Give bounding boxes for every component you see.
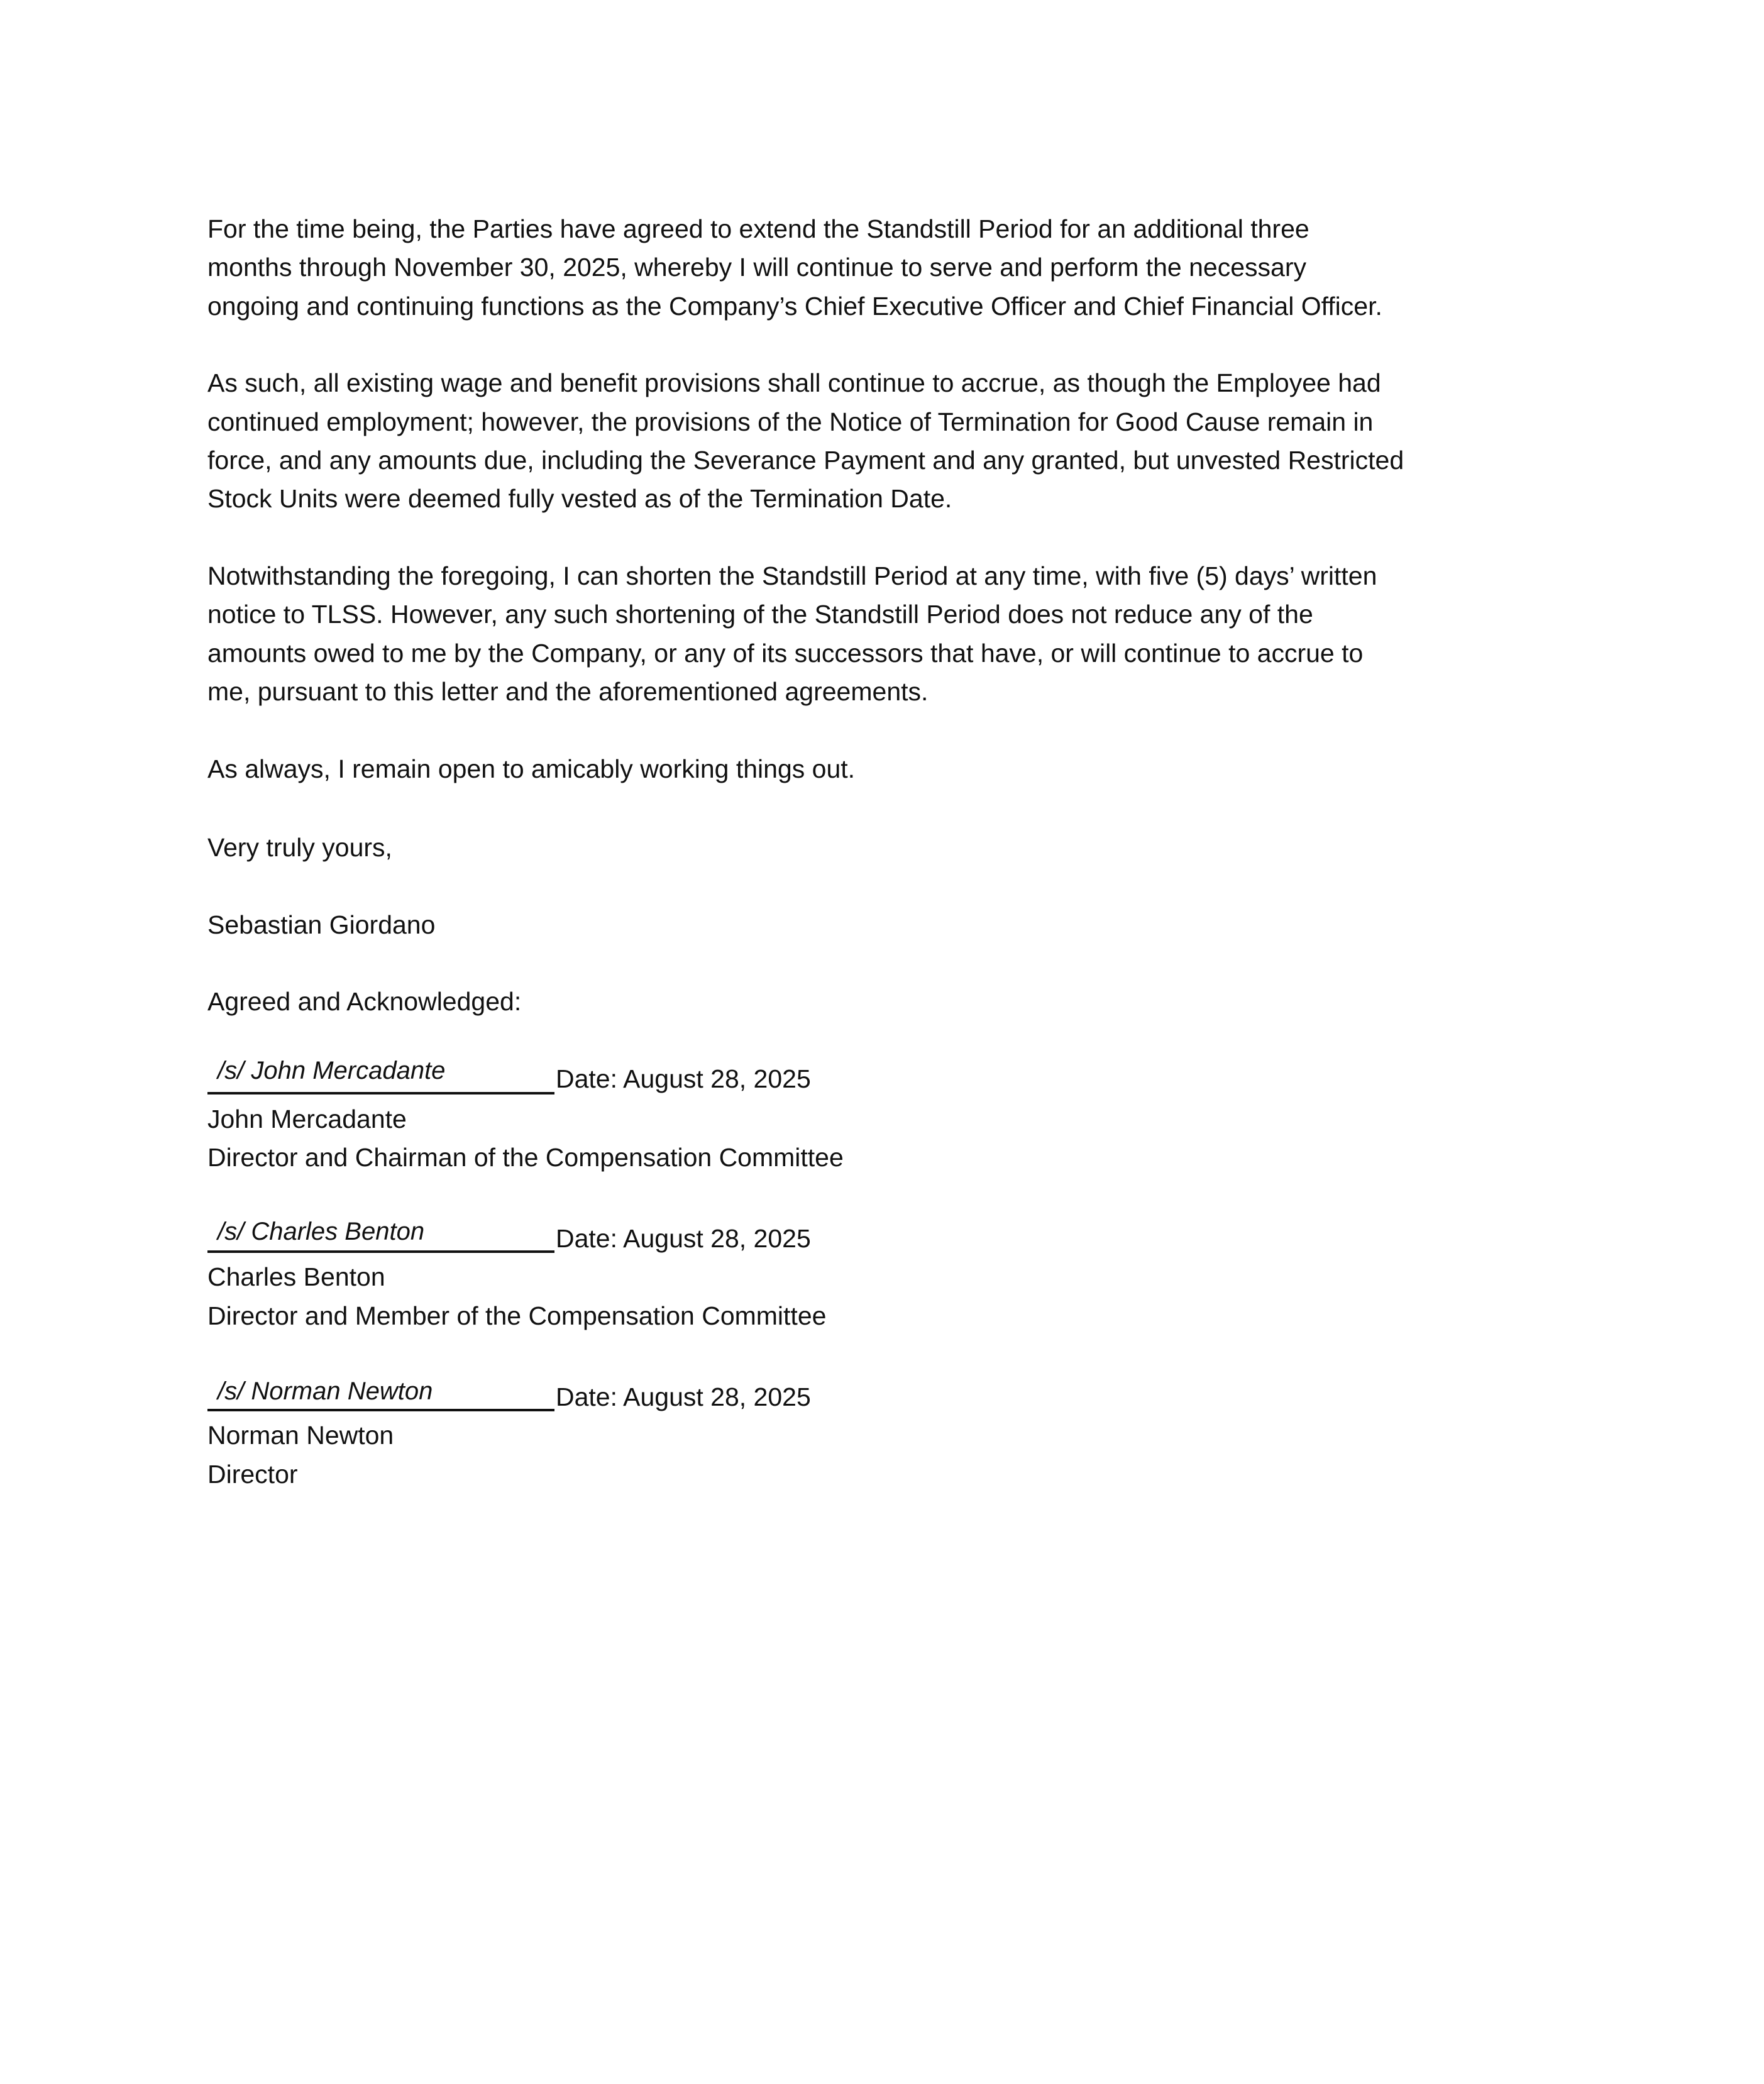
signature-date: Date: August 28, 2025 [556,1064,811,1093]
paragraph-4-line: As always, I remain open to amicably working things out. [207,754,856,783]
paragraph-1-line: For the time being, the Parties have agreed to extend the Standstill Period for an additional three [207,214,1309,243]
paragraph-1-line: months through November 30, 2025, whereby I will continue to serve and perform the necessary [207,253,1306,282]
paragraph-2-line: continued employment; however, the provisions of the Notice of Termination for Good Cause remain in [207,407,1374,436]
paragraph-2-line: force, and any amounts due, including the Severance Payment and any granted, but unvested Restricted [207,446,1404,475]
signature-line [207,1250,554,1253]
paragraph-3-line: notice to TLSS. However, any such shortening of the Standstill Period does not reduce any of the [207,600,1313,629]
paragraph-3-line: me, pursuant to this letter and the aforementioned agreements. [207,677,929,706]
paragraph-2-line: Stock Units were deemed fully vested as of the Termination Date. [207,484,952,513]
acknowledgement-heading: Agreed and Acknowledged: [207,987,522,1016]
signature-line [207,1409,554,1411]
signature: /s/ Norman Newton [218,1377,433,1405]
paragraph-3-line: Notwithstanding the foregoing, I can shorten the Standstill Period at any time, with five (5) days’ written [207,561,1377,590]
paragraph-3-line: amounts owed to me by the Company, or any of its successors that have, or will continue to accrue to [207,639,1364,668]
signature-date: Date: August 28, 2025 [556,1382,811,1411]
signatory-name: Charles Benton [207,1262,385,1291]
sender-name: Sebastian Giordano [207,910,436,939]
signatory-title: Director and Chairman of the Compensation Committee [207,1143,844,1172]
signatory-title: Director and Member of the Compensation Committee [207,1301,827,1330]
signatory-name: John Mercadante [207,1105,407,1133]
signatory-title: Director [207,1460,298,1489]
signature: /s/ Charles Benton [218,1218,425,1245]
paragraph-2-line: As such, all existing wage and benefit provisions shall continue to accrue, as though the Employee had [207,368,1381,397]
signature-date: Date: August 28, 2025 [556,1224,811,1253]
signatory-name: Norman Newton [207,1421,394,1450]
closing: Very truly yours, [207,833,392,862]
signature-line [207,1092,554,1094]
signature: /s/ John Mercadante [218,1057,446,1084]
paragraph-1-line: ongoing and continuing functions as the Company’s Chief Executive Officer and Chief Financial Officer. [207,292,1382,321]
